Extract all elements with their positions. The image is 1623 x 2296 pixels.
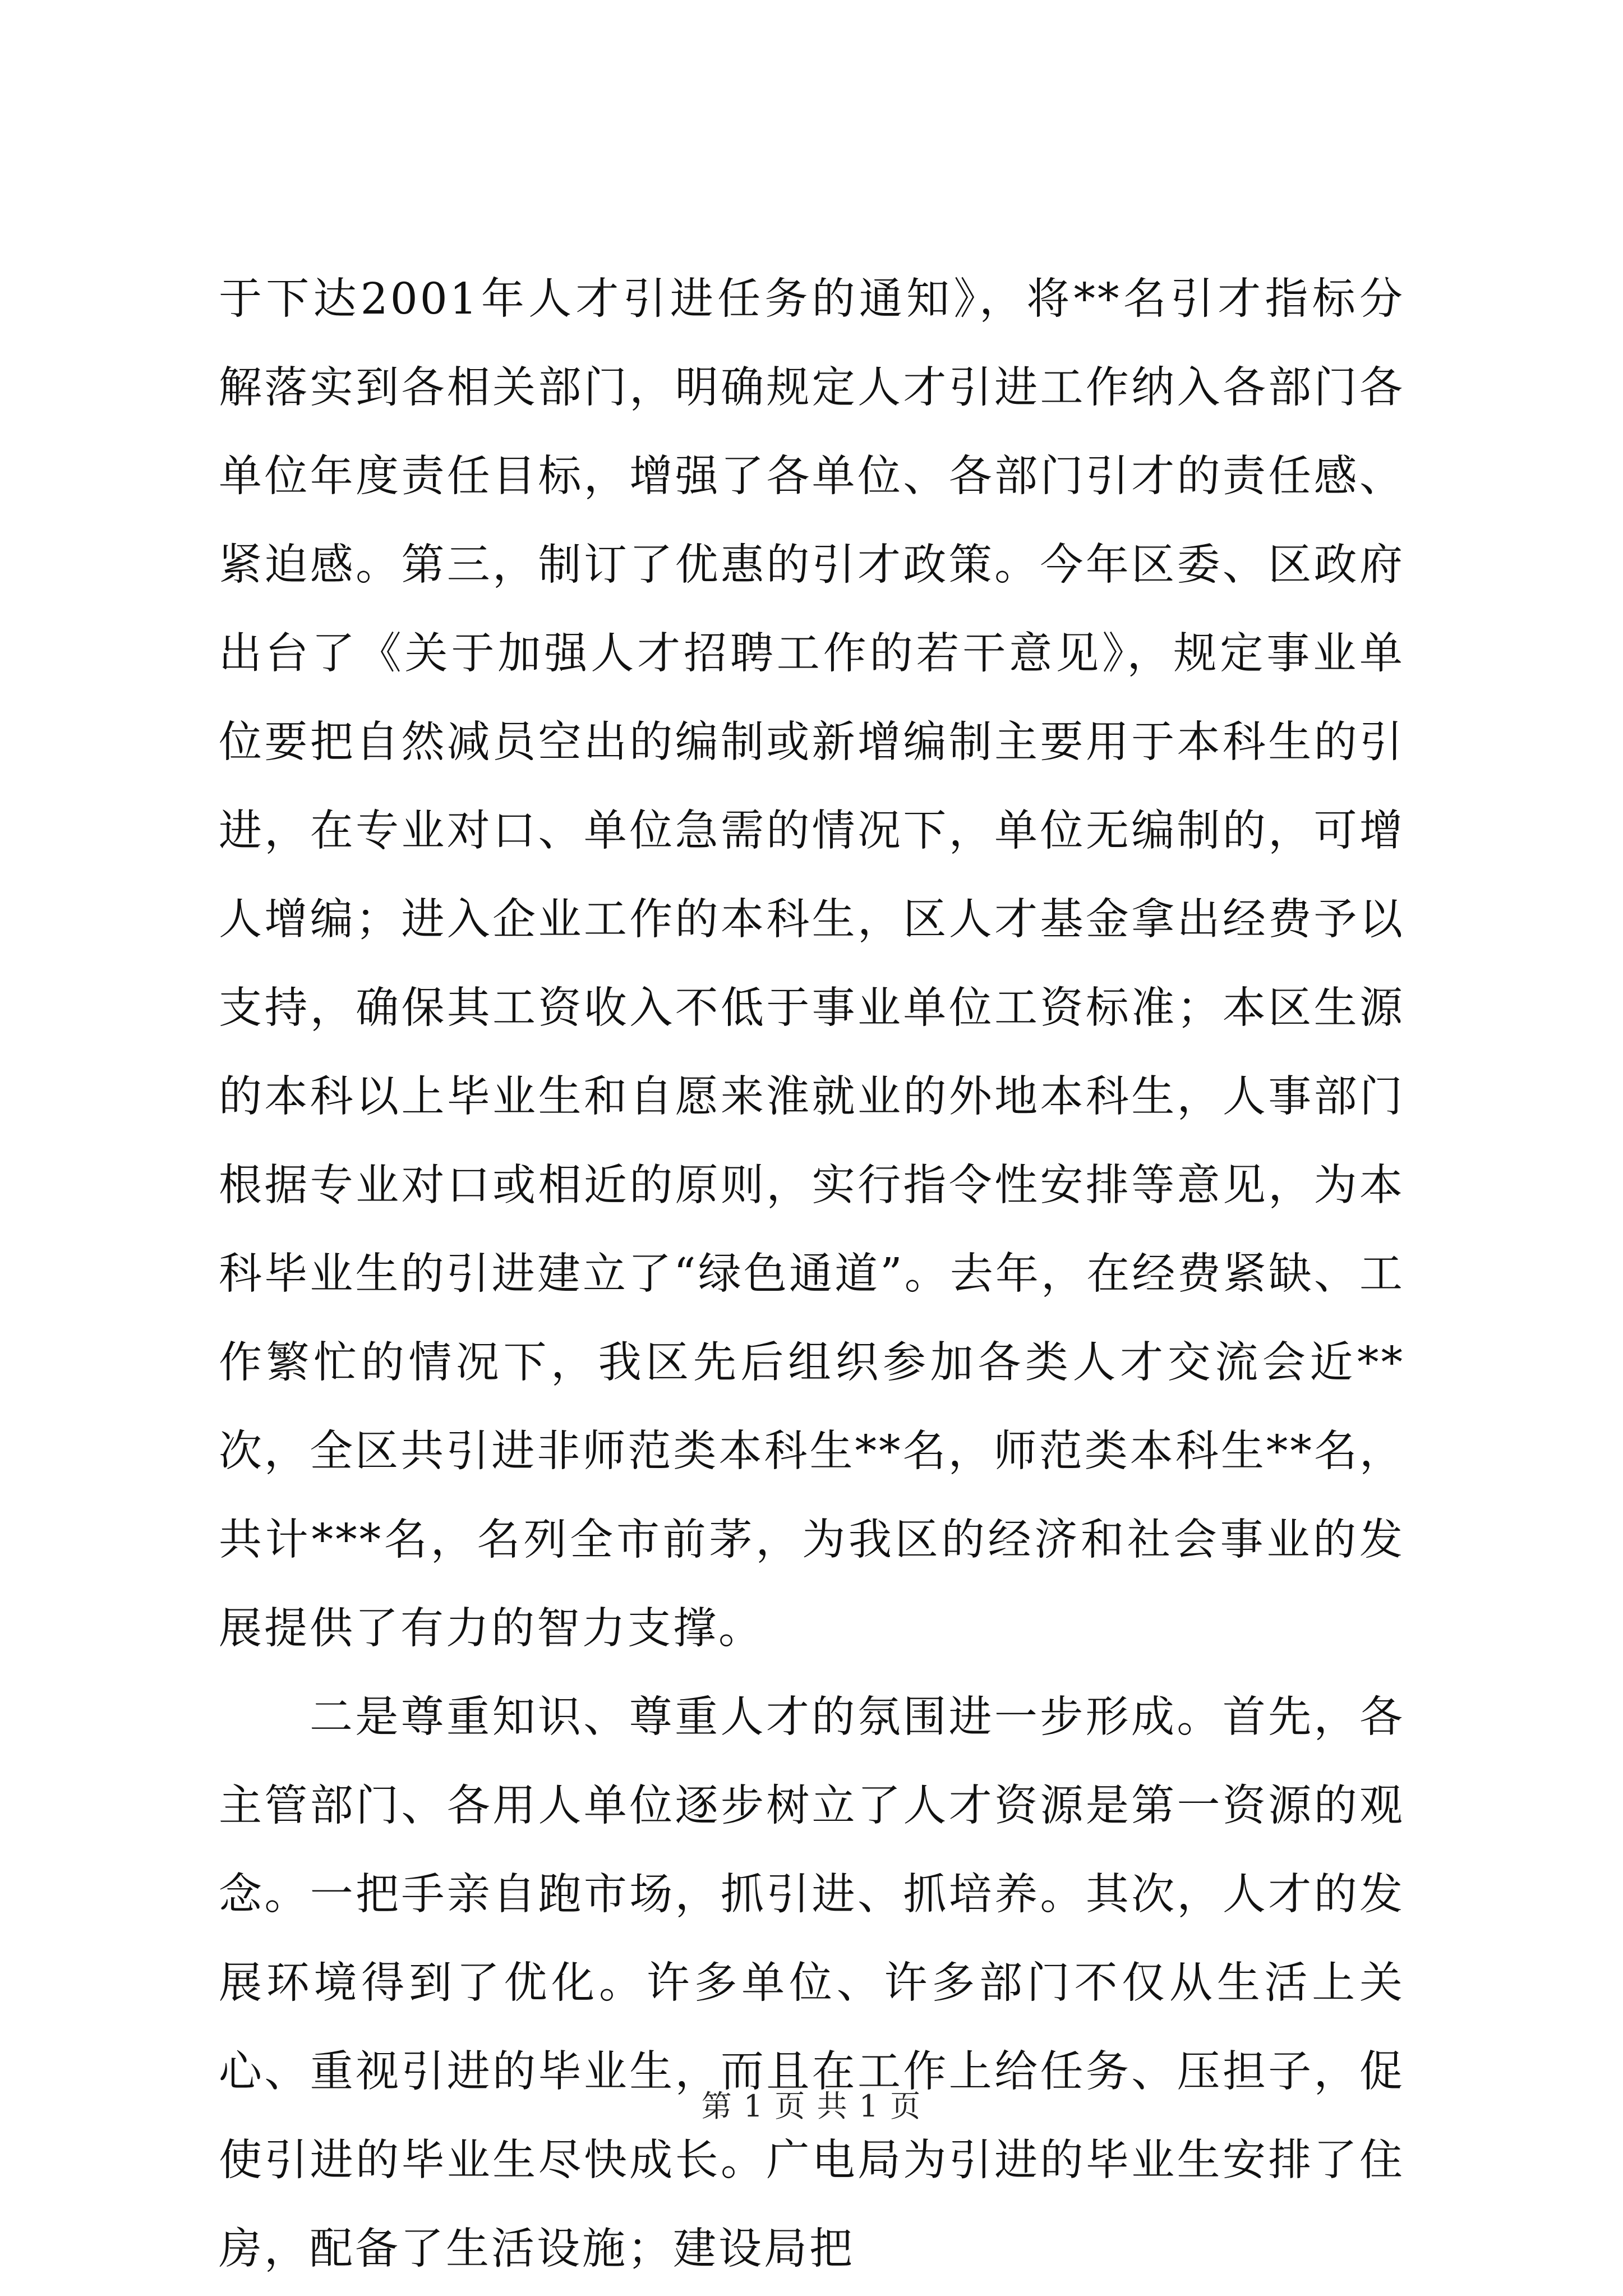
document-body	[219, 255, 1405, 2294]
paragraph-1: 于下达2001年人才引进任务的通知》，将**名引才指标分解落实到各相关部门，明确规定人才引进工作纳入各部门各单位年度责任目标，增强了各单位、各部门引才的责任感、紧迫感。第三，制订了优惠的引才政策。今年区委、区政府出台了《关于加强人才招聘工作的若干意见》，规定事业单位要把自然减员空出的编制或新增编制主要用于本科生的引进，在专业对口、单位急需的情况下，单位无编制的，可增人增编；进入企业工作的本科生，区人才基金拿出经费予以支持，确保其工资收入不低于事业单位工资标准；本区生源的本科以上毕业生和自愿来淮就业的外地本科生，人事部门根据专业对口或相近的原则，实行指令性安排等意见，为本科毕业生的引进建立了“绿色通道”。去年，在经费紧缺、工作繁忙的情况下，我区先后组织参加各类人才交流会近**次，全区共引进非师范类本科生**名，师范类本科生**名，共计***名，名列全市前茅，为我区的经济和社会事业的发展提供了有力的智力支撑。	[219, 274, 1405, 1654]
paragraph-2: 二是尊重知识、尊重人才的氛围进一步形成。首先，各主管部门、各用人单位逐步树立了人才资源是第一资源的观念。一把手亲自跑市场，抓引进、抓培养。其次，人才的发展环境得到了优化。许多单位、许多部门不仅从生活上关心、重视引进的毕业生，而且在工作上给任务、压担子，促使引进的毕业生尽快成长。广电局为引进的毕业生安排了住房，配备了生活设施；建设局把	[219, 1692, 1405, 2274]
page-footer: 第 1 页 共 1 页	[701, 2088, 922, 2124]
